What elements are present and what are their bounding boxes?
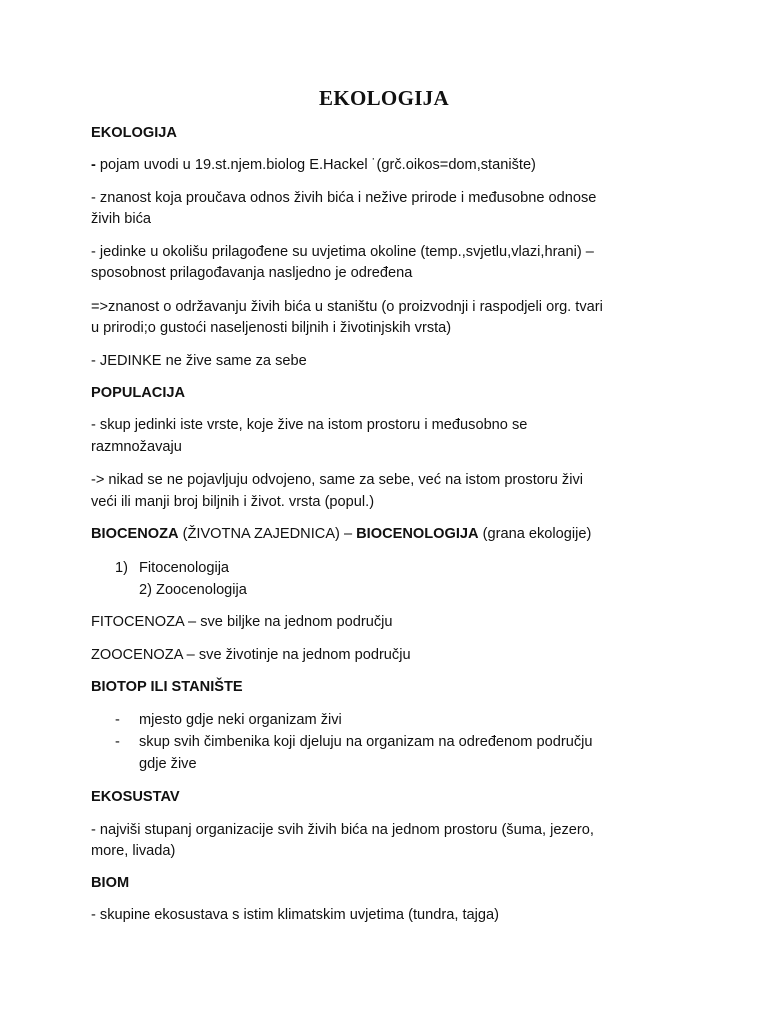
paragraph-ekologija-3-line-2: sposobnost prilagođavanja nasljedno je određena xyxy=(91,265,413,281)
paragraph-ekosustav-line-2: more, livada) xyxy=(91,843,176,859)
fitocenoza-term: FITOCENOZA xyxy=(91,614,184,630)
paragraph-ekologija-2-line-2: živih bića xyxy=(91,211,152,227)
document-title: EKOLOGIJA xyxy=(319,86,449,110)
numbered-marker: 1) xyxy=(115,560,128,576)
zoocenoza-term: ZOOCENOZA xyxy=(91,647,183,663)
biocenoza-line xyxy=(91,524,591,545)
section-heading-biotop: BIOTOP ILI STANIŠTE xyxy=(91,679,243,695)
paragraph-populacija-1-line-2: razmnožavaju xyxy=(91,439,182,455)
fitocenoza-desc: – sve biljke na jednom području xyxy=(183,614,393,630)
list-item-biotop-2-line-1: skup svih čimbenika koji djeluju na organizam na određenom području xyxy=(139,734,593,750)
list-item-biotop-1: mjesto gdje neki organizam živi xyxy=(139,712,342,728)
dash-marker: - xyxy=(91,157,96,173)
dash-marker: - xyxy=(115,734,120,750)
fitocenoza-line xyxy=(91,612,392,633)
biocenologija-desc: (grana ekologije) xyxy=(478,526,592,542)
section-heading-ekosustav: EKOSUSTAV xyxy=(91,789,180,805)
paragraph-ekologija-2-line-1: - znanost koja proučava odnos živih bića i nežive prirode i međusobne odnose xyxy=(91,190,597,206)
biocenoza-term: BIOCENOZA xyxy=(91,526,179,542)
paragraph-ekologija-4-line-1: =>znanost o održavanju živih bića u staništu (o proizvodnji i raspodjeli org. tvari xyxy=(91,299,603,315)
list-item-zoocenologija: 2) Zoocenologija xyxy=(139,582,247,598)
section-heading-biom: BIOM xyxy=(91,875,130,891)
section-heading-populacija: POPULACIJA xyxy=(91,385,186,401)
paragraph-ekosustav-line-1: - najviši stupanj organizacije svih živih bića na jednom prostoru (šuma, jezero, xyxy=(91,822,594,838)
paragraph-ekologija-1 xyxy=(91,155,536,176)
zoocenoza-line xyxy=(91,645,411,666)
paragraph-text: pojam uvodi u 19.st.njem.biolog E.Hackel ˙(grč.oikos=dom,stanište) xyxy=(95,157,536,173)
paragraph-populacija-1-line-1: - skup jedinki iste vrste, koje žive na istom prostoru i međusobno se xyxy=(91,417,528,433)
dash-marker: - xyxy=(115,712,120,728)
zoocenoza-desc: – sve životinje na jednom području xyxy=(182,647,411,663)
biocenologija-term: BIOCENOLOGIJA xyxy=(356,526,479,542)
paragraph-ekologija-3-line-1: - jedinke u okolišu prilagođene su uvjetima okoline (temp.,svjetlu,vlazi,hrani) – xyxy=(91,244,594,260)
list-item-biotop-2-line-2: gdje žive xyxy=(139,756,197,772)
paragraph-ekologija-5: - JEDINKE ne žive same za sebe xyxy=(91,353,307,369)
paragraph-ekologija-4-line-2: u prirodi;o gustoći naseljenosti biljnih i životinjskih vrsta) xyxy=(91,320,452,336)
paragraph-populacija-2-line-1: -> nikad se ne pojavljuju odvojeno, same za sebe, već na istom prostoru živi xyxy=(91,472,583,488)
biocenoza-desc: (ŽIVOTNA ZAJEDNICA) – xyxy=(178,526,357,542)
list-item-fitocenologija: Fitocenologija xyxy=(139,560,230,576)
paragraph-biom: - skupine ekosustava s istim klimatskim uvjetima (tundra, tajga) xyxy=(91,907,499,923)
paragraph-populacija-2-line-2: veći ili manji broj biljnih i život. vrsta (popul.) xyxy=(91,494,375,510)
section-heading-ekologija: EKOLOGIJA xyxy=(91,125,177,141)
